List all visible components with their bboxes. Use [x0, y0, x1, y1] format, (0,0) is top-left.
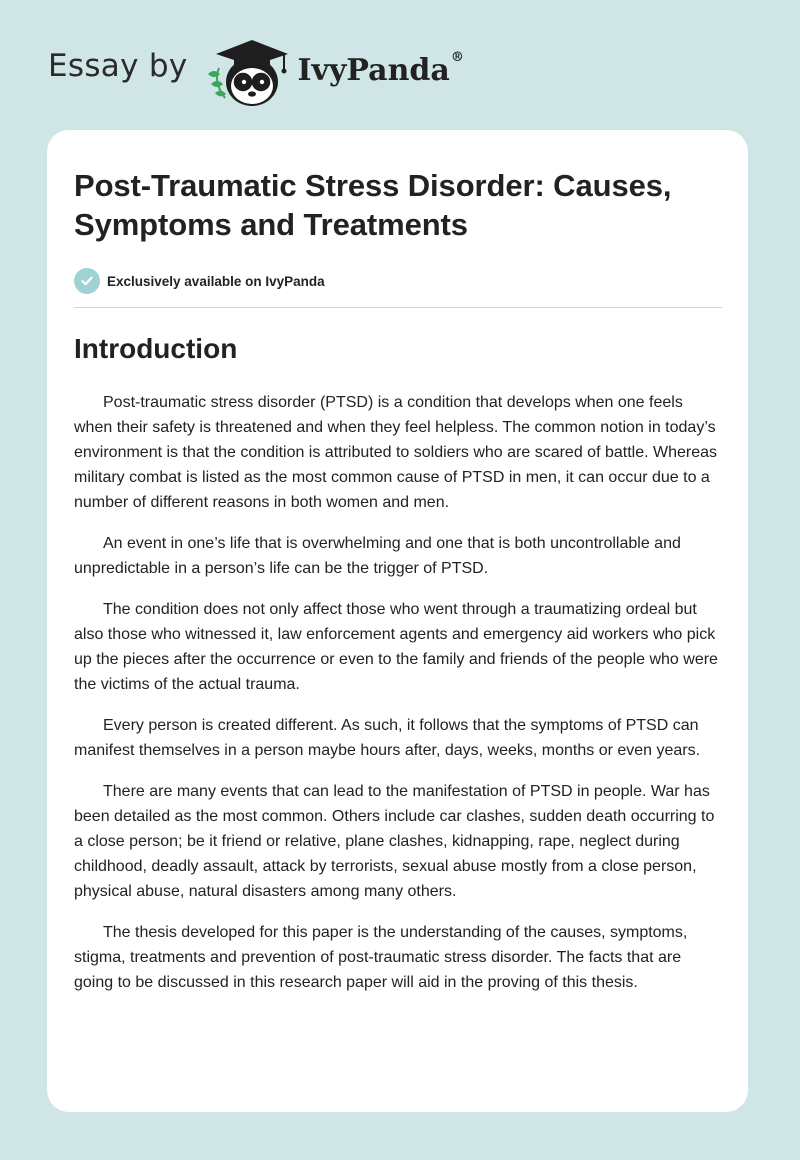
site-header — [48, 34, 464, 110]
paragraph: Every person is created different. As such, it follows that the symptoms of PTSD can manifest themselves in a person maybe hours after, days, weeks, months or even years. — [74, 717, 701, 759]
essay-card — [47, 130, 748, 1112]
divider — [74, 307, 722, 308]
paragraph: Post-traumatic stress disorder (PTSD) is a condition that develops when one feels when their safety is threatened and when they feel helpless. The common notion in today’s environment is that the condition is attributed to soldiers who are scared of battle. Whereas military combat is listed as the most common cause of PTSD in men, it can occur due to a number of different reasons in both women and men. — [74, 394, 718, 511]
paragraph: An event in one’s life that is overwhelming and one that is both uncontrollable and unpredictable in a person’s life can be the trigger of PTSD. — [74, 535, 681, 577]
exclusive-label: Exclusively available on IvyPanda — [107, 273, 325, 289]
check-circle-icon — [74, 268, 100, 294]
paragraph: The thesis developed for this paper is the understanding of the causes, symptoms, stigma, treatments and prevention of post-traumatic stress disorder. The facts that are going to be discussed in this research paper will aid in the proving of this thesis. — [74, 924, 688, 991]
paragraph: The condition does not only affect those who went through a traumatizing ordeal but also those who witnessed it, law enforcement agents and emergency aid workers who pick up the pieces after the occurrence or even to the family and friends of the people who were the victims of the actual trauma. — [74, 601, 718, 693]
page-title: Post-Traumatic Stress Disorder: Causes, Symptoms and Treatments — [74, 168, 672, 242]
registered-mark: ® — [450, 49, 464, 65]
ivypanda-logo-icon[interactable] — [202, 34, 294, 110]
section-heading-introduction: Introduction — [74, 333, 238, 364]
paragraph: There are many events that can lead to the manifestation of PTSD in people. War has been detailed as the most common. Others include car clashes, sudden death occurring to a close person; be it friend or relative, plane clashes, kidnapping, rape, neglect during childhood, deadly assault, attack by terrorists, sexual abuse mostly from a close person, physical abuse, natural disasters among many others. — [74, 783, 715, 900]
essay-by-label: Essay by — [48, 48, 188, 84]
exclusive-badge — [74, 268, 722, 294]
brand-name[interactable]: IvyPanda® — [297, 49, 464, 88]
